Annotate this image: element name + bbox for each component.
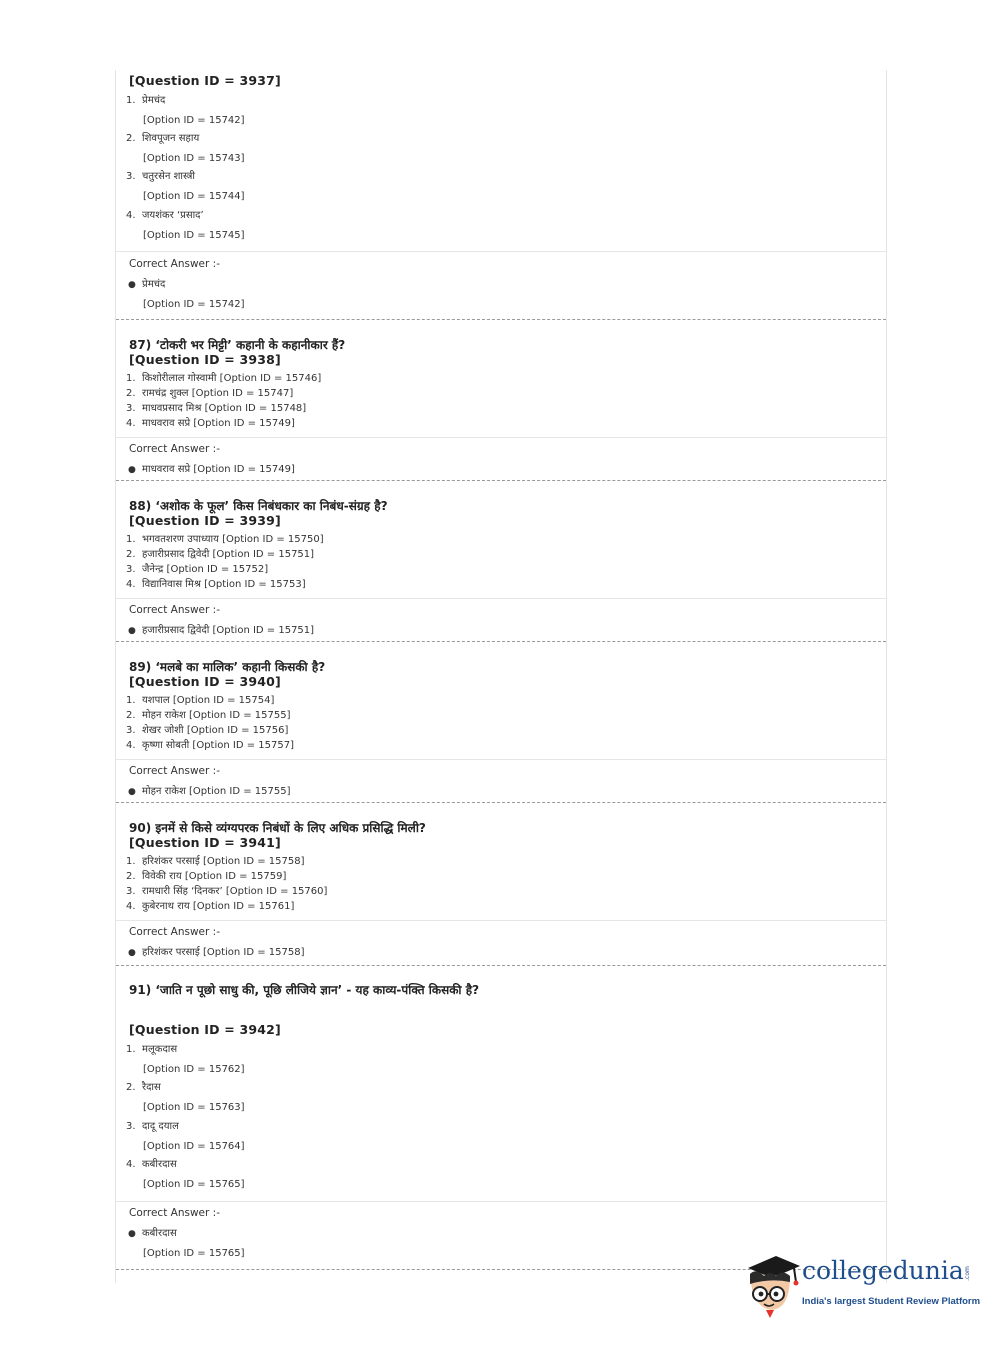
option-1: 1. मलूकदास (126, 1044, 178, 1055)
question-separator (116, 802, 886, 803)
question-text: 91) ‘जाति न पूछो साधु की, पूछि लीजिये ज्ञान’ - यह काव्य-पंक्ति किसकी है? (129, 983, 480, 997)
collegedunia-logo (742, 1250, 981, 1320)
bullet-icon: ● (128, 1229, 136, 1239)
question-id: [Question ID = 3938] (129, 352, 281, 367)
option-4: 4. माधवराव सप्रे [Option ID = 15749] (126, 418, 295, 429)
option-2-id: [Option ID = 15763] (143, 1102, 245, 1113)
question-id: [Question ID = 3937] (129, 73, 281, 88)
question-separator (116, 480, 886, 481)
correct-answer-label: Correct Answer :- (129, 443, 220, 455)
brand-tagline: India's largest Student Review Platform (802, 1296, 981, 1307)
option-3: 3. रामधारी सिंह ‘दिनकर’ [Option ID = 15760] (126, 886, 328, 897)
correct-answer: ● हरिशंकर परसाई [Option ID = 15758] (128, 947, 305, 958)
option-1: 1. किशोरीलाल गोस्वामी [Option ID = 15746] (126, 373, 322, 384)
option-1: 1. हरिशंकर परसाई [Option ID = 15758] (126, 856, 305, 867)
divider (116, 920, 886, 921)
correct-answer: ● मोहन राकेश [Option ID = 15755] (128, 786, 291, 797)
question-text: 89) ‘मलबे का मालिक’ कहानी किसकी है? (129, 660, 326, 674)
correct-answer-label: Correct Answer :- (129, 604, 220, 616)
question-text: 88) ‘अशोक के फूल’ किस निबंधकार का निबंध-संग्रह है? (129, 499, 388, 513)
divider (116, 251, 886, 252)
option-4: 4. जयशंकर ‘प्रसाद’ (126, 210, 204, 221)
correct-answer-id: [Option ID = 15765] (143, 1248, 245, 1259)
question-id: [Question ID = 3942] (129, 1022, 281, 1037)
divider (116, 598, 886, 599)
option-3: 3. दादू दयाल (126, 1121, 179, 1132)
question-text: 90) इनमें से किसे व्यंग्यपरक निबंधों के लिए अधिक प्रसिद्धि मिली? (129, 821, 426, 835)
option-2: 2. हजारीप्रसाद द्विवेदी [Option ID = 15751] (126, 549, 315, 560)
mascot-icon (742, 1250, 802, 1320)
option-4: 4. कृष्णा सोबती [Option ID = 15757] (126, 740, 294, 751)
option-2: 2. रैदास (126, 1082, 161, 1093)
bullet-icon: ● (128, 787, 136, 797)
option-3-id: [Option ID = 15744] (143, 191, 245, 202)
question-id: [Question ID = 3939] (129, 513, 281, 528)
option-2: 2. विवेकी राय [Option ID = 15759] (126, 871, 287, 882)
correct-answer-id: [Option ID = 15742] (143, 299, 245, 310)
option-3: 3. चतुरसेन शास्त्री (126, 171, 196, 182)
correct-answer-label: Correct Answer :- (129, 1207, 220, 1219)
divider (116, 437, 886, 438)
bullet-icon: ● (128, 465, 136, 475)
option-3-id: [Option ID = 15764] (143, 1141, 245, 1152)
question-separator (116, 319, 886, 320)
correct-answer-label: Correct Answer :- (129, 926, 220, 938)
question-id: [Question ID = 3941] (129, 835, 281, 850)
option-3: 3. माधवप्रसाद मिश्र [Option ID = 15748] (126, 403, 307, 414)
divider (116, 1201, 886, 1202)
correct-answer: ● हजारीप्रसाद द्विवेदी [Option ID = 15751] (128, 625, 315, 636)
question-separator (116, 965, 886, 966)
divider (116, 759, 886, 760)
option-1-id: [Option ID = 15742] (143, 115, 245, 126)
option-3: 3. जैनेन्द्र [Option ID = 15752] (126, 564, 269, 575)
option-3: 3. शेखर जोशी [Option ID = 15756] (126, 725, 289, 736)
option-2: 2. रामचंद्र शुक्ल [Option ID = 15747] (126, 388, 294, 399)
brand-name: collegedunia (802, 1256, 964, 1285)
option-4: 4. कुबेरनाथ राय [Option ID = 15761] (126, 901, 295, 912)
option-4: 4. कबीरदास (126, 1159, 177, 1170)
question-id: [Question ID = 3940] (129, 674, 281, 689)
question-text: 87) ‘टोकरी भर मिट्टी’ कहानी के कहानीकार हैं? (129, 338, 346, 352)
bullet-icon: ● (128, 626, 136, 636)
correct-answer-label: Correct Answer :- (129, 258, 220, 270)
option-1: 1. यशपाल [Option ID = 15754] (126, 695, 275, 706)
option-4-id: [Option ID = 15745] (143, 230, 245, 241)
bullet-icon: ● (128, 280, 136, 290)
option-4-id: [Option ID = 15765] (143, 1179, 245, 1190)
option-2-id: [Option ID = 15743] (143, 153, 245, 164)
correct-answer: ● प्रेमचंद (128, 279, 166, 290)
brand-dotcom: .com (963, 1266, 971, 1281)
correct-answer: ● माधवराव सप्रे [Option ID = 15749] (128, 464, 295, 475)
question-paper-page (115, 70, 887, 1283)
correct-answer: ● कबीरदास (128, 1228, 177, 1239)
option-1: 1. प्रेमचंद (126, 95, 166, 106)
option-4: 4. विद्यानिवास मिश्र [Option ID = 15753] (126, 579, 306, 590)
correct-answer-label: Correct Answer :- (129, 765, 220, 777)
option-1-id: [Option ID = 15762] (143, 1064, 245, 1075)
question-separator (116, 641, 886, 642)
bullet-icon: ● (128, 948, 136, 958)
option-1: 1. भगवतशरण उपाध्याय [Option ID = 15750] (126, 534, 324, 545)
option-2: 2. शिवपूजन सहाय (126, 133, 200, 144)
option-2: 2. मोहन राकेश [Option ID = 15755] (126, 710, 291, 721)
